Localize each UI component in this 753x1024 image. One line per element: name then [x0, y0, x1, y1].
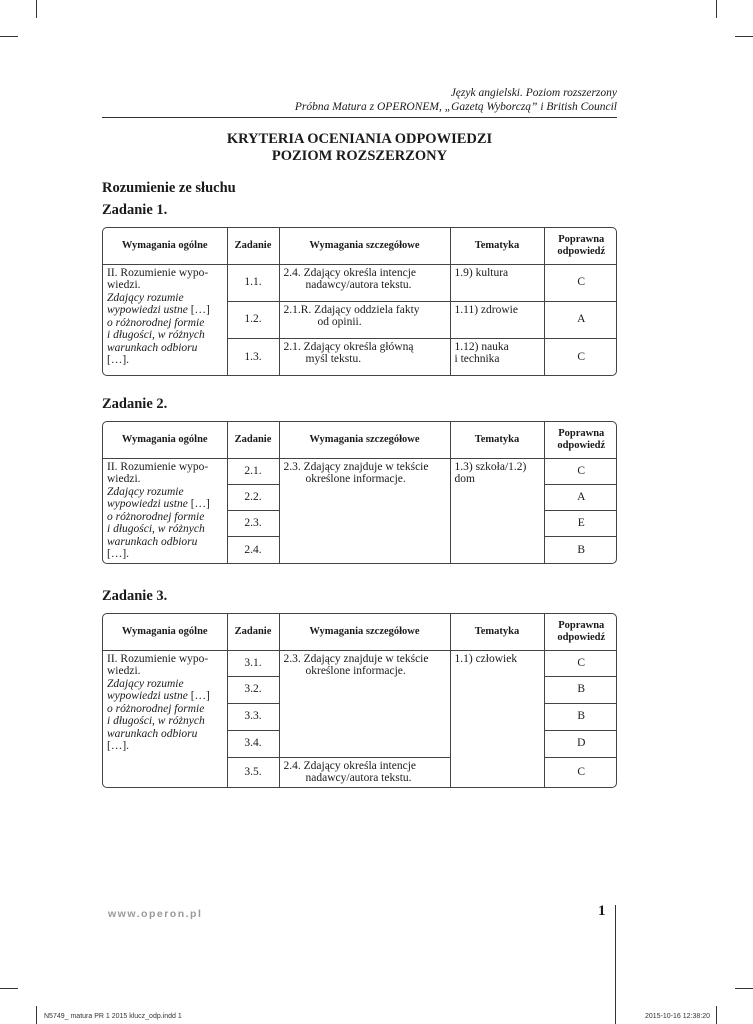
header-topic: Tematyka: [450, 422, 544, 458]
answer: C: [544, 338, 617, 375]
spec-line: 2.3. Zdający znajduje w tekście: [283, 460, 429, 473]
header-answer-line-2: odpowiedź: [557, 439, 606, 451]
crop-mark: [0, 36, 18, 37]
crop-mark: [735, 988, 753, 989]
answer: C: [544, 757, 617, 787]
header-answer: [544, 614, 617, 650]
req-line: warunkach odbioru: [107, 341, 198, 354]
req-ellipsis: […]: [187, 304, 210, 316]
specific-requirement: [279, 458, 450, 563]
req-line: II. Rozumienie wypo-: [107, 266, 209, 279]
topic: [450, 264, 544, 301]
specific-requirement: [279, 338, 450, 375]
task-id: 3.4.: [227, 730, 279, 757]
answer: A: [544, 484, 617, 510]
topic-line: i technika: [454, 353, 500, 365]
header-specific: Wymagania szczegółowe: [279, 422, 450, 458]
header-rule: [102, 117, 617, 118]
header-specific: Wymagania szczegółowe: [279, 614, 450, 650]
answer: D: [544, 730, 617, 757]
spec-line: 2.4. Zdający określa intencje: [283, 759, 417, 772]
req-line: II. Rozumienie wypo-: [107, 652, 209, 665]
req-line: warunkach odbioru: [107, 535, 198, 548]
spec-line: określone informacje.: [305, 473, 406, 485]
general-requirements: [103, 264, 227, 375]
topic-line: 1.12) nauka: [454, 340, 509, 353]
header-general: Wymagania ogólne: [103, 614, 227, 650]
running-header: [102, 87, 617, 114]
task-id: 1.1.: [227, 264, 279, 301]
general-requirements: [103, 458, 227, 563]
task-2-title: Zadanie 2.: [102, 396, 168, 412]
header-task: Zadanie: [227, 422, 279, 458]
task-id: 2.1.: [227, 458, 279, 484]
req-line: wypowiedzi ustne: [107, 690, 188, 702]
req-line: Zdający rozumie: [107, 291, 184, 304]
req-line: […].: [107, 354, 130, 366]
task-id: 1.2.: [227, 301, 279, 338]
spec-line: nadawcy/autora tekstu.: [305, 279, 412, 291]
req-line: o różnorodnej formie: [107, 702, 205, 715]
header-answer-line-2: odpowiedź: [557, 631, 606, 643]
header-task: Zadanie: [227, 614, 279, 650]
task-id: 2.2.: [227, 484, 279, 510]
specific-requirement: [279, 301, 450, 338]
answer: A: [544, 301, 617, 338]
title-line-2: POZIOM ROZSZERZONY: [271, 148, 448, 164]
spec-line: myśl tekstu.: [305, 353, 362, 365]
req-line: […].: [107, 740, 130, 752]
task-id: 1.3.: [227, 338, 279, 375]
task-id: 3.1.: [227, 650, 279, 676]
req-line: wypowiedzi ustne: [107, 304, 188, 316]
answer: B: [544, 703, 617, 730]
spec-line: 2.3. Zdający znajduje w tekście: [283, 652, 429, 665]
topic-line: 1.9) kultura: [454, 266, 509, 279]
header-general: Wymagania ogólne: [103, 422, 227, 458]
spec-line: 2.4. Zdający określa intencje: [283, 266, 417, 279]
crop-mark: [0, 988, 18, 989]
header-answer-line-1: Poprawna: [558, 233, 605, 245]
header-answer-line-2: odpowiedź: [557, 245, 606, 257]
topic: [450, 650, 544, 787]
topic-line: 1.3) szkoła/1.2): [454, 460, 527, 473]
req-line: wypowiedzi ustne: [107, 498, 188, 510]
spec-line: nadawcy/autora tekstu.: [305, 772, 412, 784]
answer: C: [544, 458, 617, 484]
topic: [450, 458, 544, 563]
topic-line: dom: [454, 473, 475, 485]
req-line: o różnorodnej formie: [107, 316, 205, 329]
req-line: i długości, w różnych: [107, 523, 205, 535]
slug-filename: N5749_ matura PR 1 2015 klucz_odp.indd 1: [44, 1013, 182, 1020]
header-answer-line-1: Poprawna: [558, 427, 605, 439]
req-line: wiedzi.: [107, 665, 141, 677]
header-line-1: Język angielski. Poziom rozszerzony: [450, 87, 617, 99]
page-number: 1: [598, 903, 606, 919]
req-line: i długości, w różnych: [107, 715, 205, 727]
section-title: Rozumienie ze słuchu: [102, 180, 236, 196]
header-topic: Tematyka: [450, 228, 544, 264]
task-1-table: [102, 227, 617, 376]
task-1-title: Zadanie 1.: [102, 202, 168, 218]
task-3-title: Zadanie 3.: [102, 588, 168, 604]
specific-requirement: [279, 264, 450, 301]
header-task: Zadanie: [227, 228, 279, 264]
topic-line: 1.1) człowiek: [454, 652, 518, 665]
req-line: warunkach odbioru: [107, 727, 198, 740]
req-line: wiedzi.: [107, 279, 141, 291]
spec-line: 2.1.R. Zdający oddziela fakty: [283, 303, 420, 316]
answer: C: [544, 650, 617, 676]
header-line-2: Próbna Matura z OPERONEM, „Gazetą Wyborczą” i British Council: [294, 100, 617, 113]
header-answer-line-1: Poprawna: [558, 619, 605, 631]
spec-line: określone informacje.: [305, 665, 406, 677]
header-answer: [544, 228, 617, 264]
topic: [450, 338, 544, 375]
task-3-table: [102, 613, 617, 788]
footer-url[interactable]: www.operon.pl: [108, 908, 203, 920]
page-title: [102, 131, 617, 165]
general-requirements: [103, 650, 227, 787]
req-line: wiedzi.: [107, 473, 141, 485]
answer: C: [544, 264, 617, 301]
req-line: i długości, w różnych: [107, 329, 205, 341]
page-rule: [615, 905, 616, 1024]
topic-line: 1.11) zdrowie: [454, 303, 518, 316]
answer: B: [544, 536, 617, 563]
header-specific: Wymagania szczegółowe: [279, 228, 450, 264]
task-id: 3.5.: [227, 757, 279, 787]
specific-requirement: [279, 757, 450, 787]
crop-mark: [735, 36, 753, 37]
task-2-table: [102, 421, 617, 564]
crop-mark: [36, 1006, 37, 1024]
header-answer: [544, 422, 617, 458]
crop-mark: [716, 0, 717, 18]
task-id: 3.2.: [227, 676, 279, 703]
req-ellipsis: […]: [187, 498, 210, 510]
header-topic: Tematyka: [450, 614, 544, 650]
req-line: […].: [107, 548, 130, 560]
answer: E: [544, 510, 617, 536]
req-line: Zdający rozumie: [107, 677, 184, 690]
req-line: II. Rozumienie wypo-: [107, 460, 209, 473]
req-line: o różnorodnej formie: [107, 510, 205, 523]
spec-line: 2.1. Zdający określa główną: [283, 340, 414, 353]
task-id: 3.3.: [227, 703, 279, 730]
crop-mark: [716, 1006, 717, 1024]
header-general: Wymagania ogólne: [103, 228, 227, 264]
specific-requirement: [279, 650, 450, 757]
spec-line: od opinii.: [317, 316, 362, 328]
topic: [450, 301, 544, 338]
task-id: 2.4.: [227, 536, 279, 563]
task-id: 2.3.: [227, 510, 279, 536]
answer: B: [544, 676, 617, 703]
req-line: Zdający rozumie: [107, 485, 184, 498]
slug-timestamp: 2015-10-16 12:38:20: [645, 1013, 710, 1020]
title-line-1: KRYTERIA OCENIANIA ODPOWIEDZI: [226, 131, 493, 147]
crop-mark: [36, 0, 37, 18]
req-ellipsis: […]: [187, 690, 210, 702]
